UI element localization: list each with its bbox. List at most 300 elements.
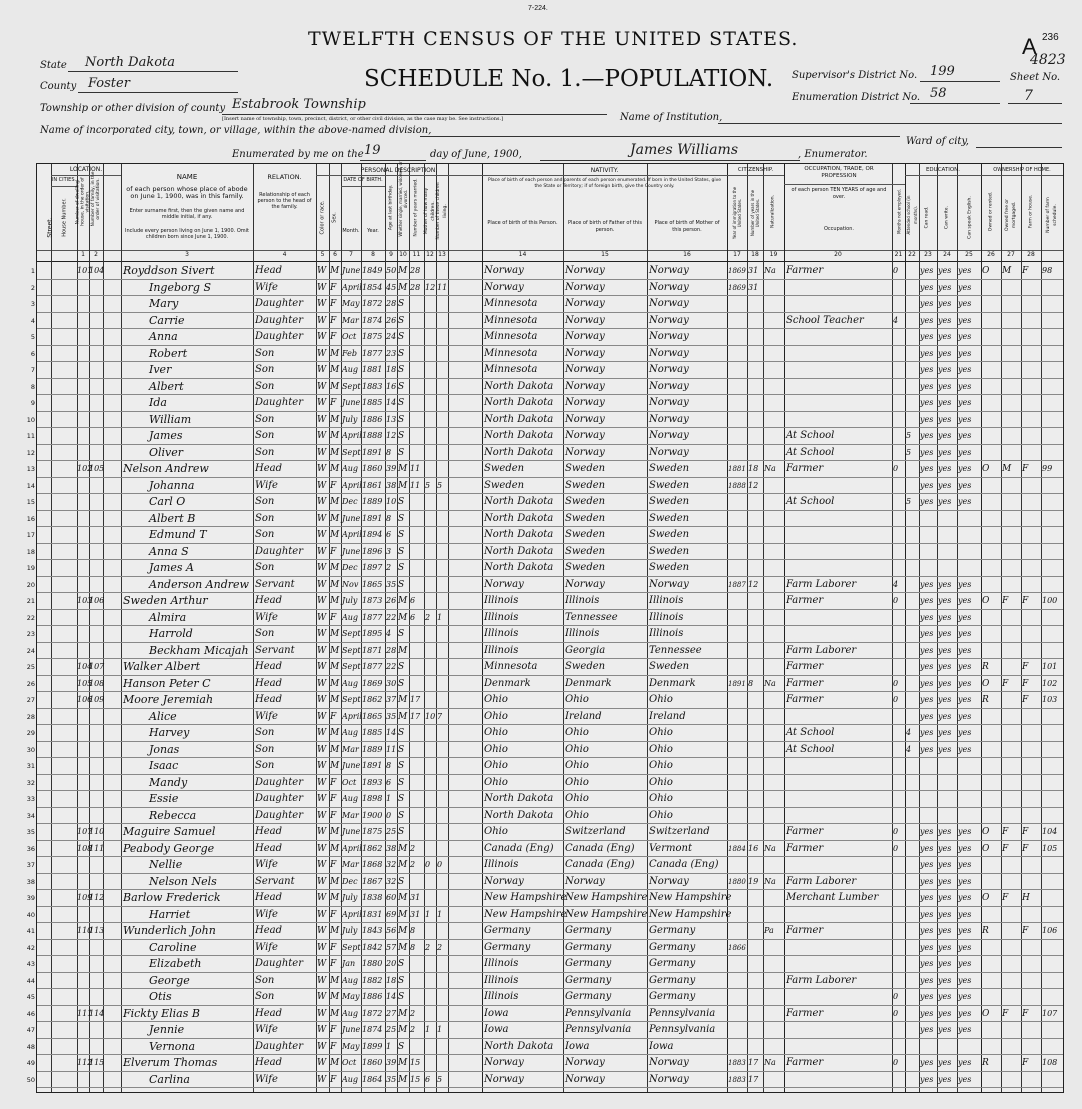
children-born [425,758,436,775]
birthplace-father: Norway [565,413,605,425]
dwelling-number [77,296,89,313]
can-read [920,511,937,528]
children-born [425,428,436,445]
line-number: 17 [26,531,35,539]
farm-or-house: F [1022,695,1029,705]
farm-schedule-number [1042,379,1062,396]
children-living: 7 [437,711,443,721]
birth-year: 1865 [362,579,383,589]
occupation-column-header: Occupation. [823,226,854,232]
can-read [920,527,937,544]
person-name: Vernona [149,1039,196,1053]
children-living: 11 [437,282,448,292]
birthplace-person: North Dakota [484,446,554,458]
months-not-employed [893,808,905,825]
free-or-mortgaged [1002,725,1021,742]
farm-or-house [1022,296,1041,313]
can-write: yes [938,447,952,457]
marital-status: S [398,381,405,392]
age: 60 [386,893,397,902]
years-in-us [748,346,763,363]
supervisor-district-label: Supervisor's District No. [792,70,918,81]
birth-year: 1894 [362,530,383,539]
year-of-immigration [728,808,747,825]
years-in-us [748,940,763,957]
years-married: 2 [410,860,416,869]
occupation [786,362,891,379]
form-number: 7-224. [528,5,548,12]
school-months [906,758,919,775]
color: W [317,480,327,491]
marital-status: M [398,860,408,870]
dwelling-number [77,1039,89,1056]
line-number: 27 [26,696,35,704]
school-months [906,857,919,874]
age: 1 [386,1041,392,1051]
year-of-immigration: 1887 [728,580,746,589]
can-write: yes [938,876,952,886]
table-row [26,560,1063,577]
line-number: 42 [26,943,35,952]
years-married [410,494,424,511]
naturalization [764,395,784,412]
can-speak-english: yes [958,365,972,374]
year-of-immigration: 1891 [728,679,746,688]
birth-year: 1842 [362,942,383,952]
line-number: 24 [26,646,35,655]
enumerator-label: , Enumerator. [798,149,868,160]
birthplace-mother: Ohio [649,793,673,804]
color: W [317,744,327,755]
birthplace-father: Ohio [565,694,589,705]
farm-schedule-number [1042,791,1062,808]
table-row [26,775,1063,792]
farm-schedule-number [1042,709,1062,726]
school-months [906,709,919,726]
birth-year: 1838 [362,893,383,902]
owned-or-rented [982,791,1001,808]
free-or-mortgaged: F [1002,678,1009,689]
county-value: Foster [88,76,130,91]
color: W [317,662,327,672]
birth-month: Aug [342,975,359,985]
marital-status: S [398,662,405,672]
birth-month: April [342,431,362,440]
owned-or-rented [982,956,1001,973]
county-label: County [40,81,77,92]
birthplace-father: Iowa [565,1040,590,1052]
year-of-immigration [728,560,747,577]
children-born: 2 [425,612,431,622]
children-born [425,494,436,511]
years-in-us [748,890,763,907]
can-speak-english: yes [958,447,972,457]
farm-schedule-number [1042,874,1062,891]
table-row [26,626,1063,643]
can-speak-english: yes [958,282,972,292]
years-in-us [748,758,763,775]
children-born [425,560,436,577]
children-born [425,775,436,792]
marital-status: S [398,414,405,425]
children-living [437,676,448,693]
months-not-employed [893,445,905,462]
occupation [786,610,891,627]
years-in-us [748,907,763,924]
marital-status: S [398,365,405,375]
person-name: Elizabeth [149,957,202,970]
owned-or-rented [982,808,1001,825]
family-number: 113 [89,926,105,935]
table-row [26,1072,1063,1089]
line-number: 40 [26,910,35,919]
years-in-us [748,857,763,874]
owned-or-rented [982,874,1001,891]
occupation [786,940,891,957]
farm-schedule-number [1042,478,1062,495]
age: 39 [386,464,397,473]
birth-month: Mar [342,860,359,869]
birth-year: 1877 [362,348,383,358]
occupation [786,478,891,495]
can-read: yes [920,860,934,869]
can-read: yes [920,315,934,325]
dwelling-number [77,1022,89,1039]
can-write: yes [938,579,952,589]
can-read: yes [920,1074,934,1084]
can-speak-english: yes [958,1074,972,1084]
school-months [906,412,919,429]
children-born [425,461,436,478]
birthplace-person: Germany [484,925,531,936]
sex: M [330,728,340,738]
marital-status: M [398,596,408,606]
can-write: yes [938,266,952,275]
birthplace-father: Tennessee [565,611,618,623]
free-or-mortgaged [1002,907,1021,924]
person-name: Royddson Sivert [123,264,215,277]
months-not-employed [893,280,905,297]
sex: M [330,1008,340,1019]
birth-month: Sept [342,381,361,391]
color: W [317,777,327,788]
birthplace-person: North Dakota [484,793,554,804]
free-or-mortgaged [1002,989,1021,1006]
children-living: 1 [437,612,443,622]
farm-schedule-number [1042,329,1062,346]
birthplace-person: Illinois [484,644,519,656]
can-read: yes [920,959,934,968]
color: W [317,711,327,722]
family-number [89,280,103,297]
column-number: 7 [349,251,353,258]
column-number: 24 [943,251,951,258]
relation: Head [255,694,283,705]
birthplace-person: North Dakota [484,512,554,524]
occupation: Farmer [786,661,824,672]
birthplace-person: Illinois [484,628,519,639]
naturalization [764,412,784,429]
line-number: 13 [26,465,35,473]
township-label: Township or other division of county [40,103,226,114]
occupation: Farmer [786,595,824,606]
naturalization [764,593,784,610]
birthplace-mother: Sweden [649,661,690,672]
naturalization [764,362,784,379]
birth-month: Dec [342,497,358,506]
year-of-immigration [728,296,747,313]
relation: Head [255,463,283,474]
dwelling-number [77,362,89,379]
naturalization [764,1072,784,1089]
years-in-us [748,709,763,726]
farm-schedule-header: Number of farm schedule. [1046,197,1058,233]
dwelling-number [77,857,89,874]
birthplace-father: Illinois [565,628,600,639]
years-married [410,643,424,660]
years-married [410,1039,424,1056]
naturalization: Na [764,843,776,853]
birth-year: 1871 [362,645,383,655]
farm-or-house [1022,1022,1041,1039]
occupation: Farmer [786,826,824,837]
color: W [317,1074,327,1085]
children-born [425,445,436,462]
birthplace-mother: Germany [649,925,696,936]
school-months [906,544,919,561]
birthplace-person: Norway [484,875,524,887]
birthplace-father: Norway [565,578,605,590]
can-write: yes [938,843,952,853]
years-in-us [748,775,763,792]
relation: Son [255,743,275,755]
birth-month: Sept [342,629,361,638]
owned-or-rented [982,527,1001,544]
speak-english-header: Can speak English. [967,196,973,239]
age: 27 [386,1008,397,1018]
age: 14 [386,398,397,407]
owned-or-rented [982,725,1001,742]
owned-or-rented: O [982,893,990,903]
age: 25 [386,827,397,836]
children-living [437,659,448,676]
can-write: yes [938,480,952,490]
farm-schedule-number: 104 [1042,827,1058,836]
column-number: 18 [751,251,759,258]
dwelling-number [77,742,89,759]
relation: Son [255,496,275,507]
person-name: Alice [149,709,177,723]
color: W [317,761,327,771]
sex: M [330,662,340,672]
can-write: yes [938,381,952,391]
birth-month: July [342,926,358,935]
years-married: 31 [410,893,421,902]
naturalization [764,643,784,660]
children-living: 1 [437,1025,443,1034]
naturalization [764,626,784,643]
birthplace-person: Canada (Eng) [484,842,554,854]
school-months [906,610,919,627]
birthplace-mother: Ohio [649,727,673,738]
can-speak-english: yes [958,464,972,473]
sex: M [330,695,340,705]
can-read: yes [920,827,934,836]
farm-or-house [1022,610,1041,627]
can-speak-english: yes [958,893,972,902]
dwelling-number [77,874,89,891]
months-not-employed [893,758,905,775]
line-number: 33 [26,795,35,803]
owned-or-rented [982,610,1001,627]
birthplace-mother: Sweden [649,529,690,540]
person-name: William [149,412,192,426]
free-or-mortgaged [1002,758,1021,775]
children-born [425,329,436,346]
person-name: Fickty Elias B [123,1006,200,1020]
year-of-immigration [728,329,747,346]
year-of-immigration [728,907,747,924]
can-write: yes [938,959,952,968]
column-number: 26 [987,251,995,258]
farm-schedule-number [1042,395,1062,412]
school-months [906,940,919,957]
farm-or-house [1022,857,1041,874]
person-name: Iver [149,363,172,376]
color: W [317,794,327,804]
children-living [437,527,448,544]
can-read: yes [920,695,934,704]
sex: F [330,942,337,953]
children-born: 0 [425,860,431,869]
enumeration-district-value: 58 [930,86,947,101]
birth-year: 1874 [362,315,383,325]
table-row [30,263,1063,280]
population-schedule-table [26,161,1064,1093]
column-number: 8 [371,251,375,258]
line-number: 29 [26,729,35,737]
dwelling-number [77,791,89,808]
marital-status: M [398,480,408,491]
farm-schedule-number [1042,643,1062,660]
occupation [786,412,891,429]
free-or-mortgaged [1002,709,1021,726]
relation: Son [255,380,275,392]
city-label: Name of incorporated city, town, or village, within the above-named division, [40,125,432,136]
children-living: 2 [437,942,443,952]
school-months [906,676,919,693]
birthplace-mother: Switzerland [649,826,710,837]
school-months [906,1055,919,1072]
sex: M [330,761,340,771]
year-of-immigration: 1866 [728,943,746,952]
birthplace-person: Ohio [484,727,508,738]
person-name: Robert [149,346,188,360]
birth-month: April [342,282,362,292]
family-number [89,626,103,643]
column-number: 14 [518,251,527,258]
can-speak-english [958,560,980,577]
children-living [437,263,448,280]
free-or-mortgaged [1002,346,1021,363]
can-write: yes [938,398,952,407]
farm-schedule-number [1042,1039,1062,1056]
year-of-immigration [728,445,747,462]
marital-status: S [398,546,405,557]
farm-or-house [1022,742,1041,759]
birthplace-person: Illinois [484,595,519,606]
birthplace-father: Norway [565,446,605,458]
year-of-immigration [728,527,747,544]
age: 26 [386,596,397,605]
occupation: Farm Laborer [786,644,857,656]
months-not-employed [893,725,905,742]
naturalization [764,610,784,627]
line-number: 47 [26,1026,35,1034]
children-living [437,890,448,907]
dwelling-number: 112 [77,1058,93,1067]
birth-year: 1896 [362,546,383,556]
owned-or-rented [982,296,1001,313]
children-born [425,725,436,742]
relation: Son [255,727,275,738]
months-not-employed: 0 [893,827,899,836]
occupation [786,907,891,924]
farm-or-house: F [1022,266,1029,276]
free-or-mortgaged [1002,412,1021,429]
occupation [786,395,891,412]
years-married [410,824,424,841]
birthplace-person: North Dakota [484,397,554,408]
column-number: 17 [733,251,741,258]
occupation [786,1072,891,1089]
years-married [410,956,424,973]
years-in-us [748,494,763,511]
person-name: Carrie [149,313,185,327]
months-not-employed [893,395,905,412]
color: W [317,942,327,953]
person-name: Nelson Andrew [123,462,209,475]
can-read: yes [920,332,934,341]
person-name: Sweden Arthur [123,594,208,607]
children-born [425,989,436,1006]
farm-or-house [1022,956,1041,973]
dwelling-number [77,973,89,990]
children-living [437,692,448,709]
children-living: 5 [437,1074,443,1084]
birth-month: Aug [342,464,359,473]
farm-or-house [1022,725,1041,742]
birthplace-father: Norway [565,1073,605,1085]
school-months [906,775,919,792]
farm-schedule-number [1042,428,1062,445]
years-married [410,379,424,396]
can-read: yes [920,299,934,308]
school-months [906,329,919,346]
can-speak-english: yes [958,398,972,407]
color: W [317,992,327,1002]
birth-month: Jan [342,959,356,968]
birth-year: 1886 [362,992,383,1001]
children-living [437,593,448,610]
school-months [906,1022,919,1039]
dwelling-number [77,379,89,396]
owned-or-rented [982,445,1001,462]
years-married: 11 [410,464,421,473]
farm-or-house [1022,428,1041,445]
children-living [437,643,448,660]
birth-year: 1895 [362,629,383,638]
